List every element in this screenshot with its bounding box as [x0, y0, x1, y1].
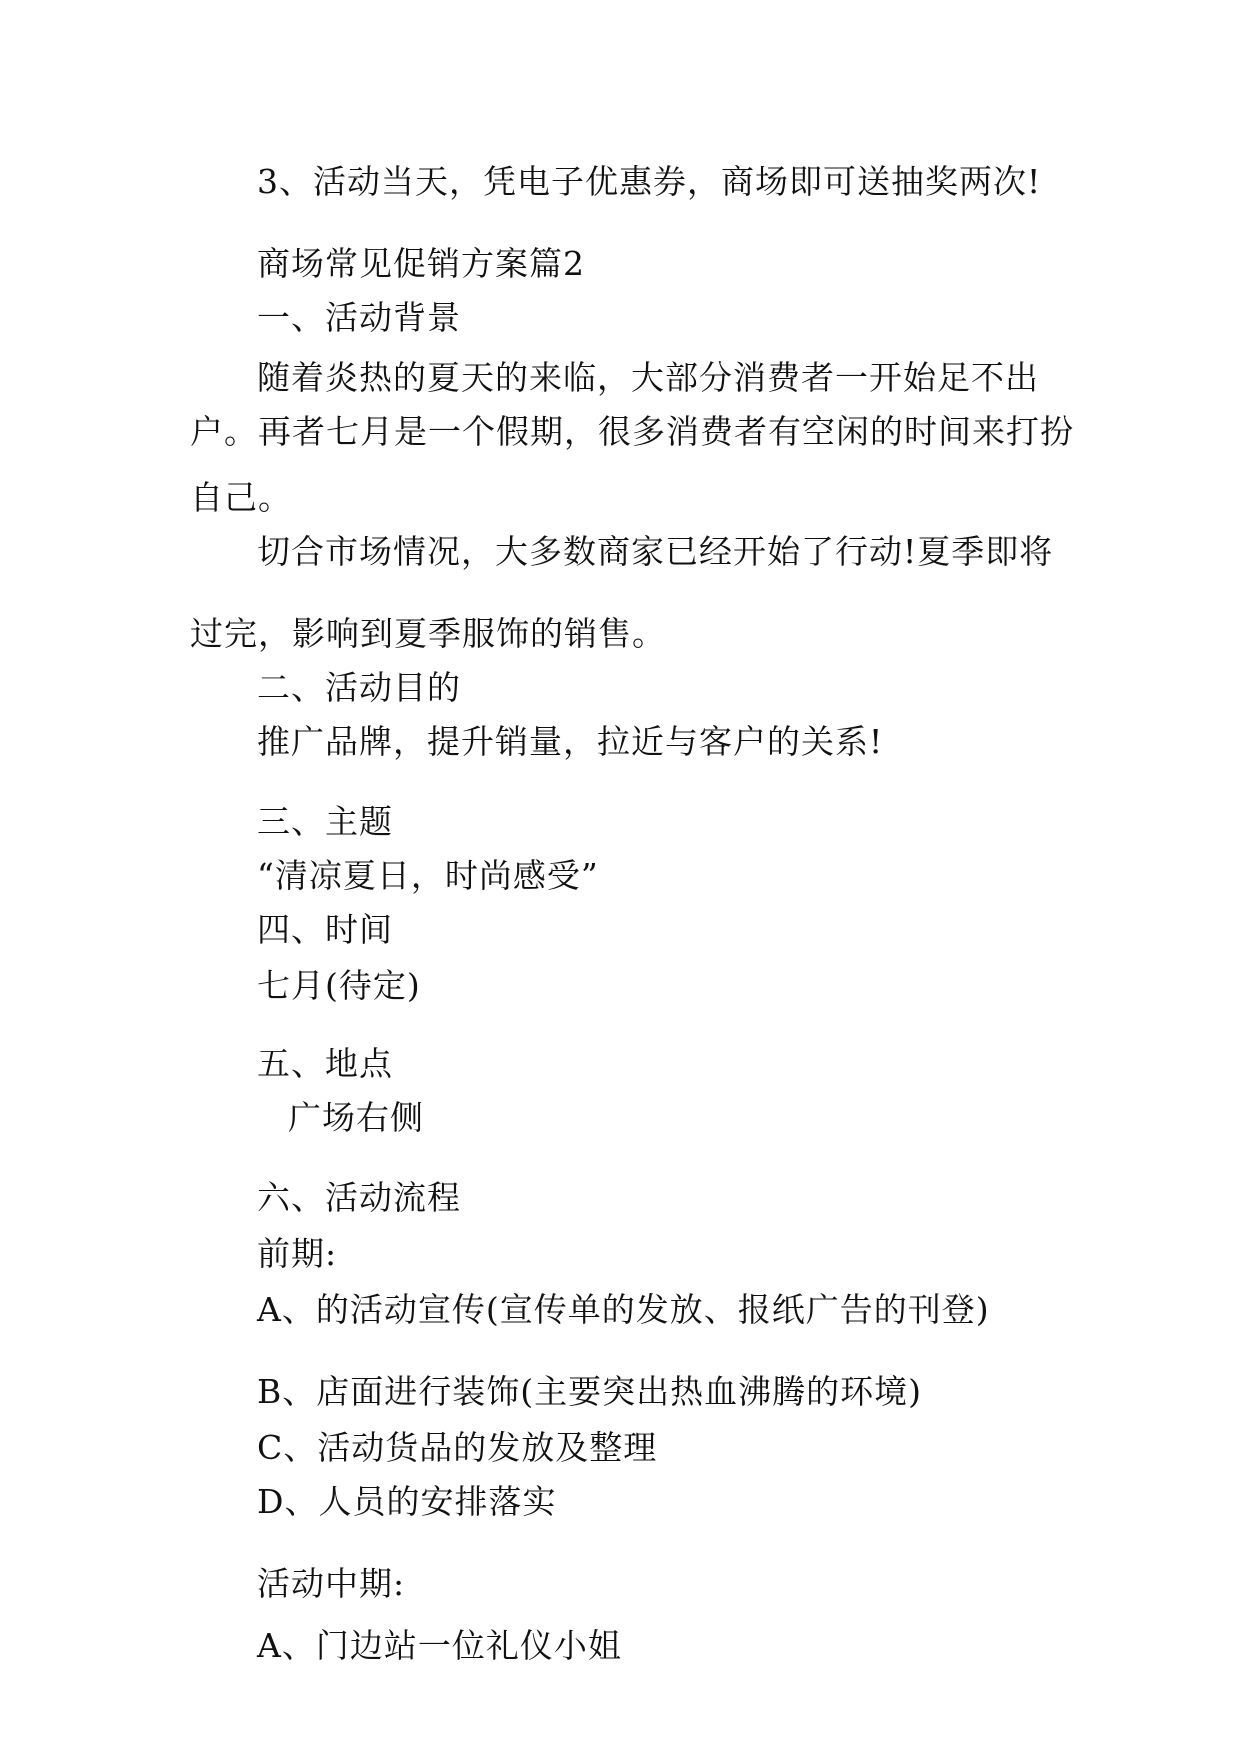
- list-item: D、人员的安排落实: [257, 1482, 557, 1521]
- paragraph-line: 随着炎热的夏天的来临，大部分消费者一开始足不出: [257, 358, 1039, 397]
- paragraph-line: 前期:: [257, 1234, 338, 1273]
- list-item: A、的活动宣传(宣传单的发放、报纸广告的刊登): [257, 1290, 990, 1329]
- paragraph-line: 七月(待定): [257, 966, 421, 1005]
- paragraph-line: 活动中期:: [257, 1564, 406, 1603]
- list-item: A、门边站一位礼仪小姐: [257, 1626, 622, 1665]
- paragraph-line: 3、活动当天，凭电子优惠券，商场即可送抽奖两次!: [257, 162, 1042, 201]
- paragraph-line: “清凉夏日，时尚感受”: [257, 856, 599, 895]
- paragraph-line: 切合市场情况，大多数商家已经开始了行动!夏季即将: [257, 532, 1054, 571]
- paragraph-line: 户。再者七月是一个假期，很多消费者有空闲的时间来打扮: [190, 412, 1074, 451]
- heading-process: 六、活动流程: [257, 1178, 461, 1217]
- list-item: C、活动货品的发放及整理: [257, 1428, 658, 1467]
- paragraph-line: 推广品牌，提升销量，拉近与客户的关系!: [257, 722, 884, 761]
- heading-time: 四、时间: [257, 910, 393, 949]
- heading-purpose: 二、活动目的: [257, 668, 461, 707]
- heading-location: 五、地点: [257, 1044, 393, 1083]
- list-item: B、店面进行装饰(主要突出热血沸腾的环境): [257, 1372, 922, 1411]
- paragraph-line: 自己。: [190, 478, 292, 517]
- heading-theme: 三、主题: [257, 802, 393, 841]
- section-title: 商场常见促销方案篇2: [257, 244, 585, 283]
- heading-background: 一、活动背景: [257, 298, 461, 337]
- paragraph-line: 过完，影响到夏季服饰的销售。: [190, 614, 666, 653]
- paragraph-line: 广场右侧: [288, 1098, 424, 1137]
